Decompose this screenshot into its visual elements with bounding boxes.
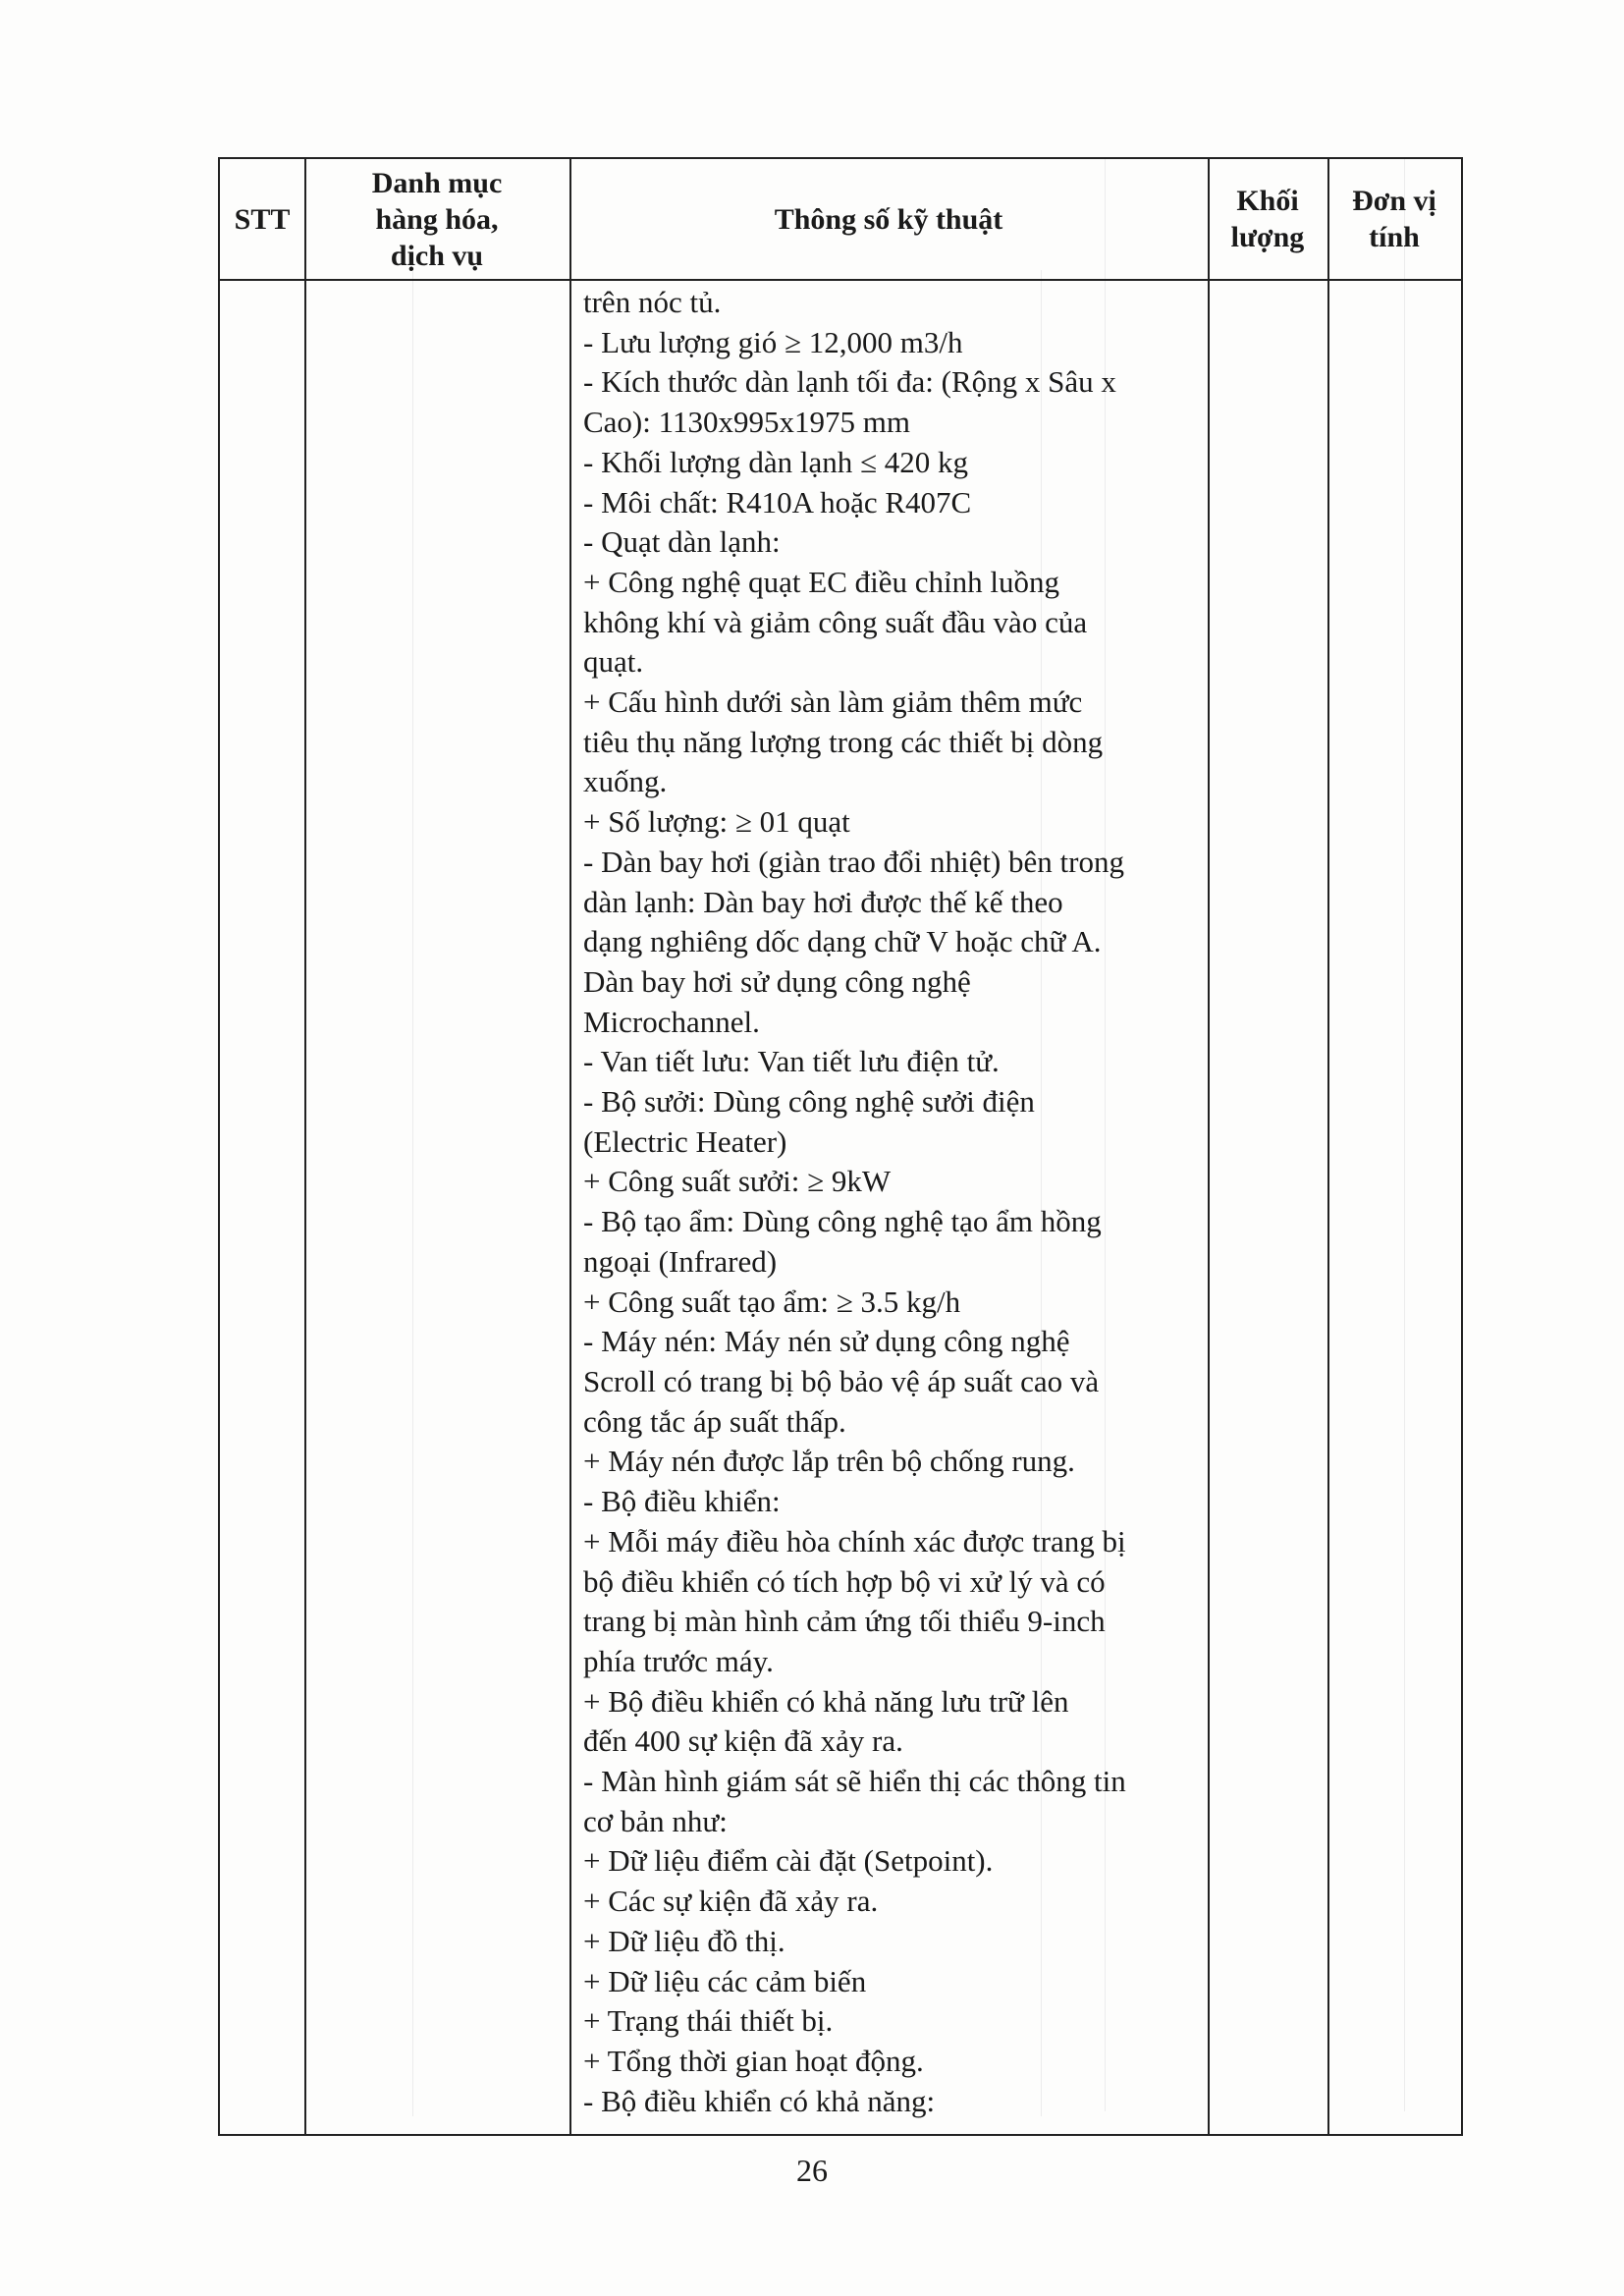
spec-line: Scroll có trang bị bộ bảo vệ áp suất cao và <box>583 1363 1100 1398</box>
header-category <box>304 159 569 279</box>
spec-line: - Màn hình giám sát sẽ hiển thị các thông tin <box>583 1764 1126 1799</box>
spec-line: (Electric Heater) <box>583 1123 787 1159</box>
spec-line: + Trạng thái thiết bị. <box>583 2003 834 2039</box>
spec-line: công tắc áp suất thấp. <box>583 1403 846 1439</box>
header-specs-label: Thông số kỹ thuật <box>774 202 1003 236</box>
spec-line: - Dàn bay hơi (giàn trao đổi nhiệt) bên trong <box>583 844 1124 879</box>
spec-line: - Bộ điều khiển: <box>583 1484 781 1519</box>
spec-line: quạt. <box>583 644 644 680</box>
header-category-label: Danh mục hàng hóa, dịch vụ <box>371 166 503 272</box>
column-divider <box>304 159 306 2134</box>
spec-line: - Van tiết lưu: Van tiết lưu điện tử. <box>583 1044 1000 1079</box>
spec-line: - Bộ tạo ẩm: Dùng công nghệ tạo ẩm hồng <box>583 1204 1102 1239</box>
spec-line: + Cấu hình dưới sàn làm giảm thêm mức <box>583 684 1083 720</box>
spec-line: + Máy nén được lắp trên bộ chống rung. <box>583 1444 1075 1479</box>
spec-line: + Mỗi máy điều hòa chính xác được trang bị <box>583 1523 1126 1558</box>
header-stt-label: STT <box>234 202 291 236</box>
spec-line: + Dữ liệu các cảm biến <box>583 1963 867 1998</box>
spec-line: + Các sự kiện đã xảy ra. <box>583 1884 879 1919</box>
spec-line: dàn lạnh: Dàn bay hơi được thế kế theo <box>583 884 1063 919</box>
spec-line: phía trước máy. <box>583 1643 774 1678</box>
spec-line: - Kích thước dàn lạnh tối đa: (Rộng x Sâu x <box>583 364 1116 400</box>
header-specs <box>569 159 1208 279</box>
spec-line: + Số lượng: ≥ 01 quạt <box>583 804 850 840</box>
spec-line: xuống. <box>583 764 668 799</box>
specification-table <box>218 157 1463 2136</box>
spec-line: - Môi chất: R410A hoặc R407C <box>583 484 972 519</box>
spec-line: dạng nghiêng dốc dạng chữ V hoặc chữ A. <box>583 924 1102 959</box>
spec-line: - Lưu lượng gió ≥ 12,000 m3/h <box>583 324 963 359</box>
spec-line: tiêu thụ năng lượng trong các thiết bị dòng <box>583 724 1104 759</box>
header-quantity-label: Khối lượng <box>1230 185 1305 253</box>
header-stt <box>220 159 304 279</box>
spec-line: cơ bản như: <box>583 1803 728 1838</box>
spec-line: + Tổng thời gian hoạt động. <box>583 2043 924 2078</box>
page-number: 26 <box>796 2153 828 2188</box>
spec-line: ngoại (Infrared) <box>583 1243 778 1279</box>
spec-line: trang bị màn hình cảm ứng tối thiểu 9-inch <box>583 1604 1106 1639</box>
spec-line: - Bộ điều khiển có khả năng: <box>583 2083 936 2118</box>
column-divider <box>1208 159 1210 2134</box>
spec-line: + Dữ liệu đồ thị. <box>583 1923 785 1958</box>
spec-line: + Bộ điều khiển có khả năng lưu trữ lên <box>583 1683 1069 1719</box>
spec-line: + Công nghệ quạt EC điều chỉnh luồng <box>583 564 1060 599</box>
spec-line: - Quạt dàn lạnh: <box>583 524 781 560</box>
spec-line: + Công suất sưởi: ≥ 9kW <box>583 1164 892 1199</box>
spec-line: + Dữ liệu điểm cài đặt (Setpoint). <box>583 1843 994 1879</box>
header-unit-label: Đơn vị tính <box>1352 185 1436 253</box>
column-divider <box>1327 159 1329 2134</box>
spec-line: - Máy nén: Máy nén sử dụng công nghệ <box>583 1324 1070 1359</box>
spec-line: trên nóc tủ. <box>583 285 722 319</box>
spec-line: + Công suất tạo ẩm: ≥ 3.5 kg/h <box>583 1284 961 1319</box>
header-unit <box>1327 159 1461 279</box>
spec-line: bộ điều khiển có tích hợp bộ vi xử lý và có <box>583 1563 1106 1599</box>
header-quantity <box>1208 159 1327 279</box>
spec-line: Dàn bay hơi sử dụng công nghệ <box>583 963 971 999</box>
specification-text <box>569 279 1208 2121</box>
spec-line: - Bộ sưởi: Dùng công nghệ sưởi điện <box>583 1084 1035 1120</box>
spec-line: Cao): 1130x995x1975 mm <box>583 405 910 440</box>
spec-line: không khí và giảm công suất đầu vào của <box>583 604 1088 639</box>
spec-line: đến 400 sự kiện đã xảy ra. <box>583 1723 903 1759</box>
spec-line: - Khối lượng dàn lạnh ≤ 420 kg <box>583 444 969 479</box>
spec-line: Microchannel. <box>583 1004 760 1039</box>
